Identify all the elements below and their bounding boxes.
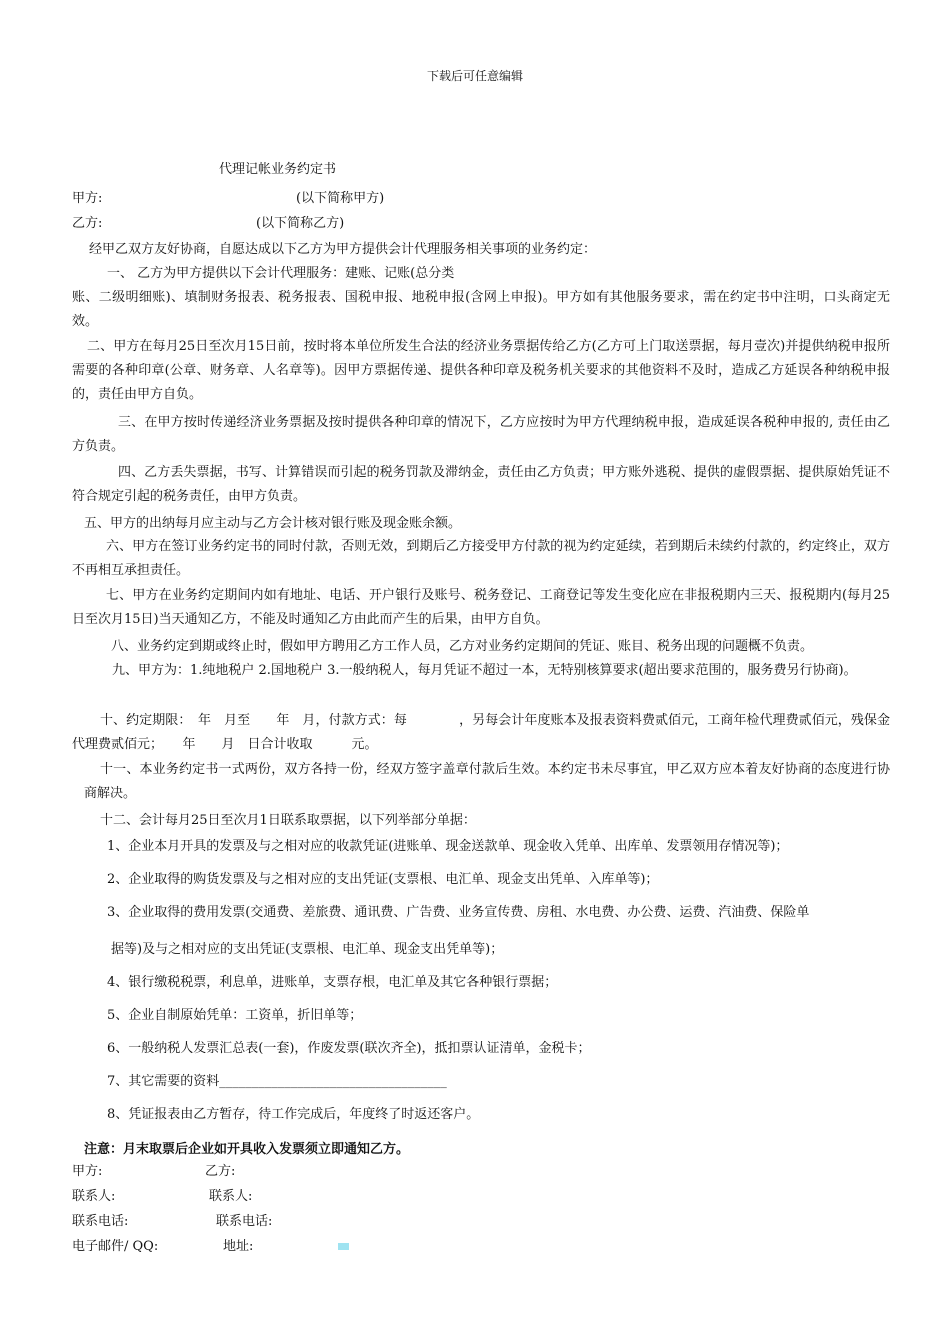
clause-3: 三、在甲方按时传递经济业务票据及按时提供各种印章的情况下，乙方应按时为甲方代理纳税申报，造成延误各税种申报的, 责任由乙方负责。 <box>72 415 890 454</box>
clause-10: 十、约定期限： 年 月至 年 月，付款方式：每 ，另每会计年度账本及报表资料费贰佰元，工商年检代理费贰佰元，残保金代理费贰佰元； 年 月 日合计收取 元。 <box>72 713 890 752</box>
party-b-line <box>72 215 345 233</box>
list-item-3-continued: 据等)及与之相对应的支出凭证(支票根、电汇单、现金支出凭单等)； <box>111 942 504 957</box>
party-a-line <box>72 190 385 208</box>
party-b-label: 乙方: <box>72 216 103 231</box>
clause-6: 六、甲方在签订业务约定书的同时付款，否则无效，到期后乙方接受甲方付款的视为约定延续，若到期后未续约付款的，约定终止，双方不再相互承担责任。 <box>72 539 890 578</box>
clause-12: 十二、会计每月25日至次月1日联系取票据，以下列举部分单据： <box>100 813 476 828</box>
signature-b-contact: 联系人: <box>209 1189 253 1204</box>
notice-text: 注意：月末取票后企业如开具收入发票须立即通知乙方。 <box>84 1142 410 1157</box>
signature-a-phone: 联系电话: <box>72 1214 129 1229</box>
clause-2: 二、甲方在每月25日至次月15日前，按时将本单位所发生合法的经济业务票据传给乙方(乙方可上门取送票据，每月壹次)并提供纳税申报所需要的各种印章(公章、财务章、人名章等)。因甲方票据传递、提供各种印章及税务机关要求的其他资料不及时，造成乙方延误各种纳税申报的，责任由甲方自负。 <box>72 339 890 402</box>
party-a-suffix: (以下简称甲方) <box>296 191 385 206</box>
signature-a-email-qq: 电子邮件/ QQ: <box>72 1239 159 1254</box>
list-item-8: 8、凭证报表由乙方暂存，待工作完成后，年度终了时返还客户。 <box>107 1107 480 1122</box>
clause-8: 八、业务约定到期或终止时，假如甲方聘用乙方工作人员，乙方对业务约定期间的凭证、账目、税务出现的问题概不负责。 <box>111 639 814 654</box>
document-title: 代理记帐业务约定书 <box>219 162 337 177</box>
signature-a-contact: 联系人: <box>72 1189 116 1204</box>
party-b-suffix: (以下简称乙方) <box>256 216 345 231</box>
clause-9: 九、甲方为：1.纯地税户 2.国地税户 3.一般纳税人，每月凭证不超过一本，无特别核算要求(超出要求范围的，服务费另行协商)。 <box>112 663 857 678</box>
list-item-4: 4、银行缴税税票，利息单，进账单，支票存根，电汇单及其它各种银行票据； <box>107 975 558 990</box>
party-a-label: 甲方: <box>72 191 103 206</box>
list-item-2: 2、企业取得的购货发票及与之相对应的支出凭证(支票根、电汇单、现金支出凭单、入库单等)； <box>107 872 659 887</box>
clause-11: 十一、本业务约定书一式两份，双方各持一份，经双方签字盖章付款后生效。本约定书未尽事宜，甲乙双方应本着友好协商的态度进行协商解决。 <box>84 762 890 801</box>
list-item-3: 3、企业取得的费用发票(交通费、差旅费、通讯费、广告费、业务宣传费、房租、水电费、办公费、运费、汽油费、保险单 <box>107 905 810 920</box>
list-item-7: 7、其它需要的资料___________________________________ <box>107 1074 447 1089</box>
signature-b-address: 地址: <box>223 1239 254 1254</box>
clause-4: 四、乙方丢失票据，书写、计算错误而引起的税务罚款及滞纳金，责任由乙方负责；甲方账外逃税、提供的虚假票据、提供原始凭证不符合规定引起的税务责任，由甲方负责。 <box>72 465 890 504</box>
page-header: 下载后可任意编辑 <box>426 69 523 83</box>
list-item-5: 5、企业自制原始凭单：工资单，折旧单等； <box>107 1008 363 1023</box>
signature-b-party: 乙方: <box>205 1164 236 1179</box>
signature-b-phone: 联系电话: <box>216 1214 273 1229</box>
signature-a-party: 甲方: <box>72 1164 103 1179</box>
list-item-6: 6、一般纳税人发票汇总表(一套)，作废发票(联次齐全)，抵扣票认证清单，金税卡； <box>107 1041 591 1056</box>
intro-paragraph: 经甲乙双方友好协商，自愿达成以下乙方为甲方提供会计代理服务相关事项的业务约定： <box>89 242 597 257</box>
clause-1-body: 账、二级明细账)、填制财务报表、税务报表、国税申报、地税申报(含网上申报)。甲方如有其他服务要求，需在约定书中注明，口头商定无效。 <box>72 290 890 329</box>
clause-7: 七、甲方在业务约定期间内如有地址、电话、开户银行及账号、税务登记、工商登记等发生变化应在非报税期内三天、报税期内(每月25日至次月15日)当天通知乙方，不能及时通知乙方由此而产生的后果，由甲方自负。 <box>72 588 890 627</box>
clause-5: 五、甲方的出纳每月应主动与乙方会计核对银行账及现金账余额。 <box>84 516 462 531</box>
list-item-1: 1、企业本月开具的发票及与之相对应的收款凭证(进账单、现金送款单、现金收入凭单、出库单、发票领用存情况等)； <box>107 839 789 854</box>
highlight-mark <box>338 1243 349 1250</box>
clause-1-head: 一、 乙方为甲方提供以下会计代理服务：建账、记账(总分类 <box>107 266 455 281</box>
